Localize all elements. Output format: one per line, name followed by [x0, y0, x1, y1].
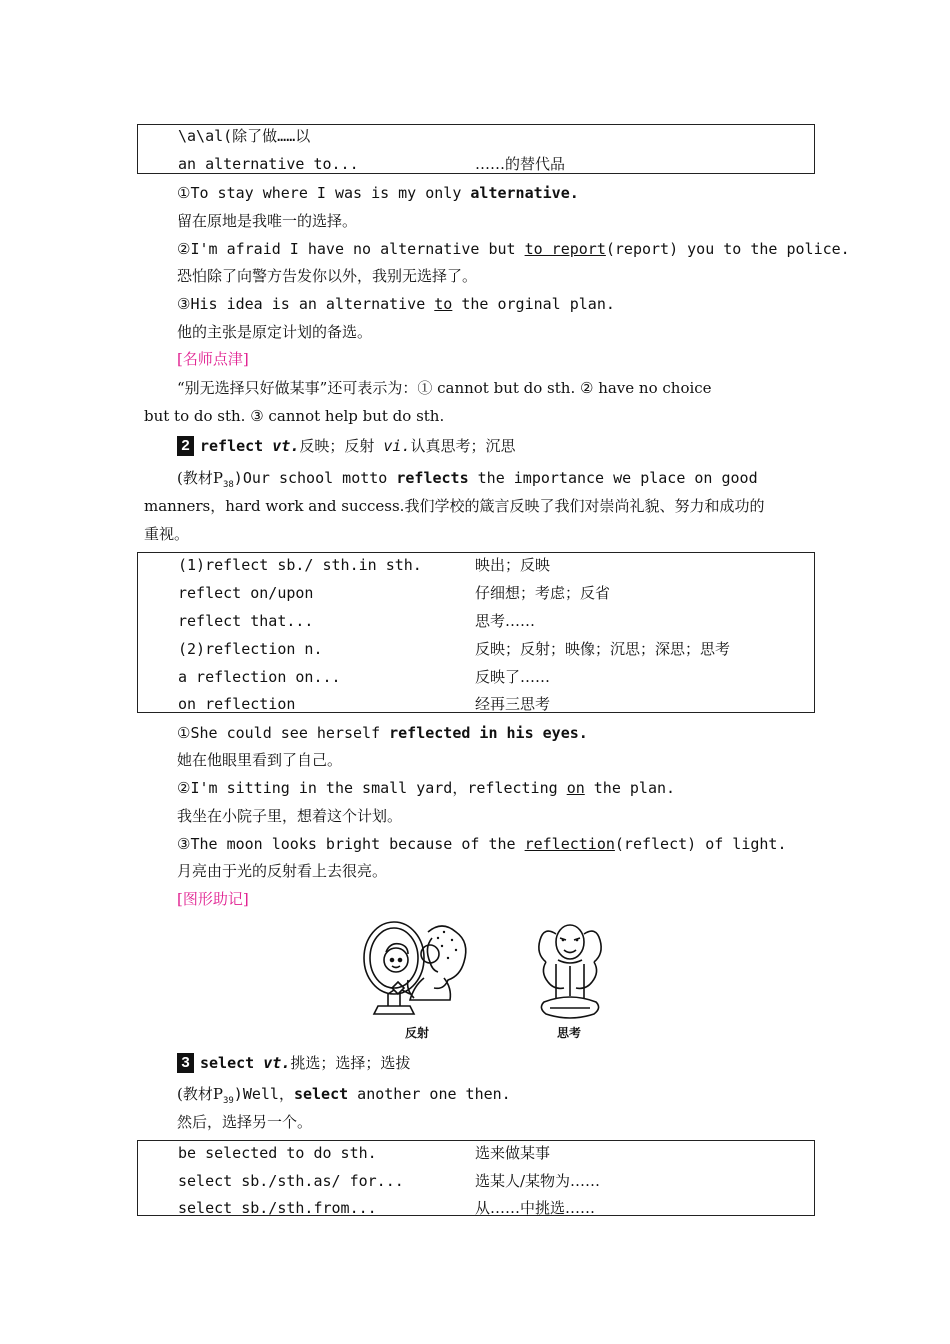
example-text: the plan.	[584, 779, 676, 797]
source-keyword: reflects	[396, 469, 469, 487]
example-translation: 留在原地是我唯一的选择。	[177, 212, 358, 230]
phrase-left: (1)reflect sb./ sth.in sth.	[178, 556, 422, 574]
phrase-left: (2)reflection n.	[178, 640, 323, 658]
example-text: ③The moon looks bright because of the	[177, 835, 525, 853]
source-label: (教材P	[177, 1085, 223, 1103]
phrase-right: 反映；反射；映像；沉思；深思；思考	[475, 640, 731, 658]
phrase-right: 思考……	[475, 612, 536, 630]
part-of-speech: vi.	[383, 437, 411, 455]
example-keyword: alternative.	[470, 184, 579, 202]
phrase-right: 映出；反映	[475, 556, 551, 574]
example-translation: 恐怕除了向警方告发你以外，我别无选择了。	[177, 267, 478, 285]
headword: select	[200, 1054, 255, 1072]
mirror-reflection-illustration	[358, 918, 478, 1024]
example-text: ①To stay where I was is my only	[177, 184, 471, 202]
phrase-box-alternative	[137, 124, 815, 174]
meaning: 认真思考；沉思	[410, 437, 516, 455]
example-keyword: reflected in his eyes.	[389, 724, 588, 742]
example-translation: 我坐在小院子里，想着这个计划。	[177, 807, 403, 825]
phrase-left: select sb./sth.from...	[178, 1199, 377, 1217]
source-page: 38	[222, 480, 234, 490]
tip-text: but to do sth. ③ cannot help but do sth.	[144, 407, 445, 425]
source-text: )Our school motto	[233, 469, 397, 487]
source-page: 39	[222, 1096, 234, 1106]
example-sentence	[177, 834, 787, 854]
example-text: (reflect) of light.	[614, 835, 787, 853]
part-of-speech: vt.	[263, 1054, 291, 1072]
source-keyword: select	[293, 1085, 349, 1103]
answer-blank: on	[566, 779, 585, 797]
source-label: (教材P	[177, 469, 223, 487]
meaning: 反映；反射	[299, 437, 375, 455]
tip-text: “别无选择只好做某事”还可表示为：① cannot but do sth. ② have no choice	[177, 379, 712, 397]
phrase-left: an alternative to...	[178, 155, 359, 173]
phrase-right: 仔细想；考虑；反省	[475, 584, 611, 602]
source-text: the importance we place on good	[468, 469, 758, 487]
answer-blank: reflection	[524, 835, 615, 853]
phrase-right: 经再三思考	[475, 695, 551, 713]
phrase-box-reflect	[137, 552, 815, 713]
phrase-left: be selected to do sth.	[178, 1144, 377, 1162]
headword: reflect	[200, 437, 264, 455]
illustration-caption: 思考	[557, 1026, 582, 1040]
phrase-right: 反映了……	[475, 668, 551, 686]
phrase-right: ……的替代品	[475, 155, 566, 173]
example-sentence	[177, 778, 675, 798]
word-number-badge: 3	[177, 1053, 194, 1073]
example-translation: 月亮由于光的反射看上去很亮。	[177, 862, 388, 880]
example-text: ②I'm sitting in the small yard，reflecting	[177, 779, 567, 797]
phrase-left: reflect on/upon	[178, 584, 314, 602]
word-heading-select	[177, 1053, 410, 1073]
tip-tag: [图形助记]	[177, 890, 249, 908]
phrase-left: reflect that...	[178, 612, 314, 630]
phrase-right: 从……中挑选……	[475, 1199, 596, 1217]
textbook-source-sentence	[177, 1084, 511, 1111]
meaning: 挑选；选择；选拔	[290, 1054, 411, 1072]
example-translation: 他的主张是原定计划的备选。	[177, 323, 373, 341]
part-of-speech: vt.	[272, 437, 300, 455]
word-heading-reflect	[177, 436, 516, 456]
example-text: ①She could see herself	[177, 724, 390, 742]
source-text: )Well，	[233, 1085, 294, 1103]
example-text: the orginal plan.	[452, 295, 615, 313]
textbook-source-translation: 然后，选择另一个。	[177, 1113, 313, 1131]
source-text: another one then.	[348, 1085, 511, 1103]
word-number-badge: 2	[177, 436, 194, 456]
phrase-left: a reflection on...	[178, 668, 341, 686]
phrase-left: on reflection	[178, 695, 296, 713]
answer-blank: to	[434, 295, 453, 313]
example-sentence	[177, 183, 579, 203]
answer-blank: to report	[524, 240, 606, 258]
thinking-figure-illustration	[530, 916, 610, 1024]
example-text: ②I'm afraid I have no alternative but	[177, 240, 525, 258]
example-sentence	[177, 239, 850, 259]
phrase-left: \a\al(除了做……以	[178, 127, 311, 145]
example-text: ③His idea is an alternative	[177, 295, 435, 313]
example-sentence	[177, 294, 615, 314]
illustration-caption: 反射	[405, 1026, 430, 1040]
tip-tag: [名师点津]	[177, 350, 249, 368]
phrase-right: 选来做某事	[475, 1144, 551, 1162]
textbook-source-sentence: 重视。	[144, 525, 190, 543]
example-text: (report) you to the police.	[605, 240, 850, 258]
phrase-box-select	[137, 1140, 815, 1216]
textbook-source-sentence: manners，hard work and success.我们学校的箴言反映了我们对崇尚礼貌、努力和成功的	[144, 497, 765, 515]
example-sentence	[177, 723, 588, 743]
phrase-left: select sb./sth.as/ for...	[178, 1172, 404, 1190]
example-translation: 她在他眼里看到了自己。	[177, 751, 343, 769]
textbook-source-sentence	[177, 468, 758, 495]
phrase-right: 选某人/某物为……	[475, 1172, 601, 1190]
